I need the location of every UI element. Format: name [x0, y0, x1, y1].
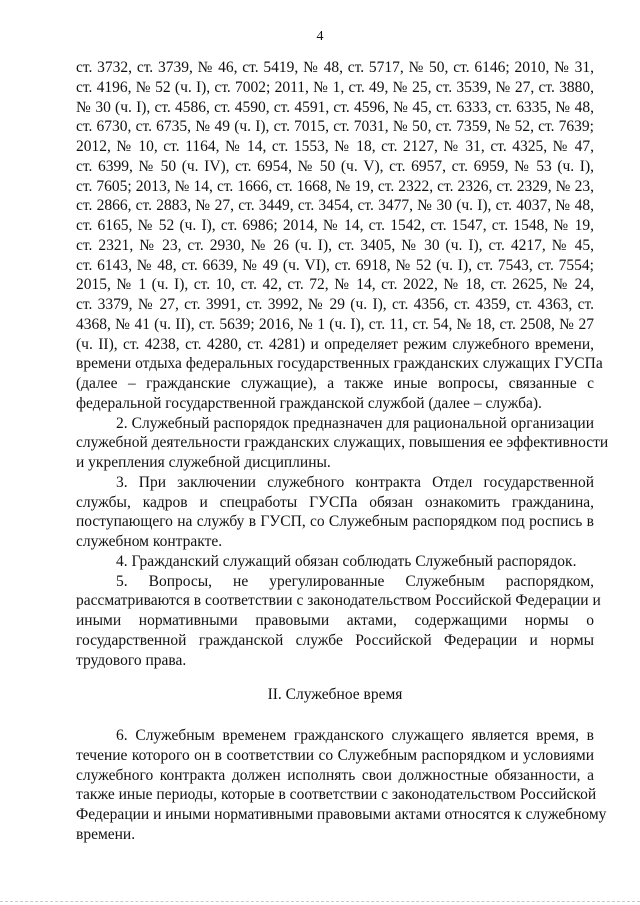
text-line: ст. 3379, № 27, ст. 3991, ст. 3992, № 29 (ч. I), ст. 4356, ст. 4359, ст. 4363, ст. — [76, 296, 594, 313]
text-line: ст. 2321, № 23, ст. 2930, № 26 (ч. I), ст. 3405, № 30 (ч. I), ст. 4217, № 45, — [76, 236, 594, 254]
page-number: 4 — [316, 29, 324, 44]
text-line: (ч. II), ст. 4238, ст. 4280, ст. 4281) и определяет режим служебного времени, — [76, 335, 594, 353]
text-line: ст. 2866, ст. 2883, № 27, ст. 3449, ст. 3454, ст. 3477, № 30 (ч. I), ст. 4037, № 48, — [76, 197, 594, 215]
paragraph-4 — [76, 552, 594, 572]
text-line: 2012, № 10, ст. 1164, № 14, ст. 1553, № 18, ст. 2127, № 31, ст. 4325, № 47, — [76, 138, 594, 155]
text-line: течение которого он в соответствии со Служебным распорядком и условиями — [76, 746, 594, 764]
text-line: 2015, № 1 (ч. I), ст. 10, ст. 42, ст. 72, № 14, ст. 2022, № 18, ст. 2625, № 24, — [76, 276, 594, 294]
text-line: 2. Служебный распорядок предназначен для рациональной организации — [116, 414, 594, 432]
text-line: служебной деятельности гражданских служащих, повышения ее эффективности — [76, 434, 609, 452]
text-line: служебного контракта должен исполнять свои должностные обязанности, а — [76, 766, 594, 784]
text-line: федеральной государственной гражданской службой (далее – служба). — [76, 394, 542, 412]
text-line: 4. Гражданский служащий обязан соблюдать Служебный распорядок. — [116, 552, 577, 570]
text-line: 5. Вопросы, не урегулированные Служебным распорядком, — [116, 572, 594, 590]
text-line: 6. Служебным временем гражданского служащего является время, в — [116, 727, 594, 744]
text-line: трудового права. — [76, 651, 187, 669]
text-line: государственной гражданской службе Российской Федерации и нормы — [76, 631, 594, 649]
text-line: и укрепления служебной дисциплины. — [76, 454, 331, 471]
text-line: ст. 4196, № 52 (ч. I), ст. 7002; 2011, № 1, ст. 49, № 25, ст. 3539, № 27, ст. 3880, — [76, 78, 594, 96]
text-line: служебном контракте. — [76, 533, 223, 550]
text-line: ст. 6165, № 52 (ч. I), ст. 6986; 2014, № 14, ст. 1542, ст. 1547, ст. 1548, № 19, — [76, 217, 594, 234]
paragraph-1 — [76, 58, 603, 414]
text-line: ст. 6399, № 50 (ч. IV), ст. 6954, № 50 (ч. V), ст. 6957, ст. 6959, № 53 (ч. I), — [76, 157, 594, 175]
document-body — [76, 58, 609, 845]
text-line: № 30 (ч. I), ст. 4586, ст. 4590, ст. 4591, ст. 4596, № 45, ст. 6333, ст. 6335, № 48, — [76, 98, 594, 116]
scan-edge-line — [0, 901, 640, 902]
text-line: ст. 7605; 2013, № 14, ст. 1666, ст. 1668, № 19, ст. 2322, ст. 2326, ст. 2329, № 23, — [76, 177, 594, 195]
text-line: ст. 6143, № 48, ст. 6639, № 49 (ч. VI), ст. 6918, № 52 (ч. I), ст. 7543, ст. 7554; — [76, 256, 594, 274]
text-line: ст. 6730, ст. 6735, № 49 (ч. I), ст. 7015, ст. 7031, № 50, ст. 7359, № 52, ст. 7639; — [76, 118, 594, 136]
text-line: также иные периоды, которые в соответствии с законодательством Российской — [76, 786, 597, 804]
paragraph-3 — [76, 473, 594, 552]
section-heading: II. Служебное время — [267, 686, 403, 704]
text-line: (далее – гражданские служащие), а также иные вопросы, связанные с — [76, 375, 594, 392]
text-line: службы, кадров и спецработы ГУСПа обязан ознакомить гражданина, — [76, 493, 594, 511]
text-line: поступающего на службу в ГУСП, со Служебным распорядком под роспись в — [76, 513, 594, 531]
text-line: иными нормативными правовыми актами, содержащими нормы о — [76, 612, 594, 629]
text-line: времени отдыха федеральных государственных гражданских служащих ГУСПа — [76, 355, 603, 373]
paragraph-5 — [76, 572, 601, 671]
text-line: 4368, № 41 (ч. II), ст. 5639; 2016, № 1 (ч. I), ст. 11, ст. 54, № 18, ст. 2508, № 27 — [76, 315, 594, 333]
paragraph-6 — [76, 726, 607, 845]
paragraph-2 — [76, 414, 609, 473]
text-line: ст. 3732, ст. 3739, № 46, ст. 5419, № 48, ст. 5717, № 50, ст. 6146; 2010, № 31, — [76, 59, 594, 76]
text-line: времени. — [76, 825, 136, 843]
text-line: Федерации и иными нормативными правовыми актами относятся к служебному — [76, 806, 607, 823]
text-line: 3. При заключении служебного контракта Отдел государственной — [116, 473, 594, 491]
text-line: рассматриваются в соответствии с законодательством Российской Федерации и — [76, 592, 601, 610]
